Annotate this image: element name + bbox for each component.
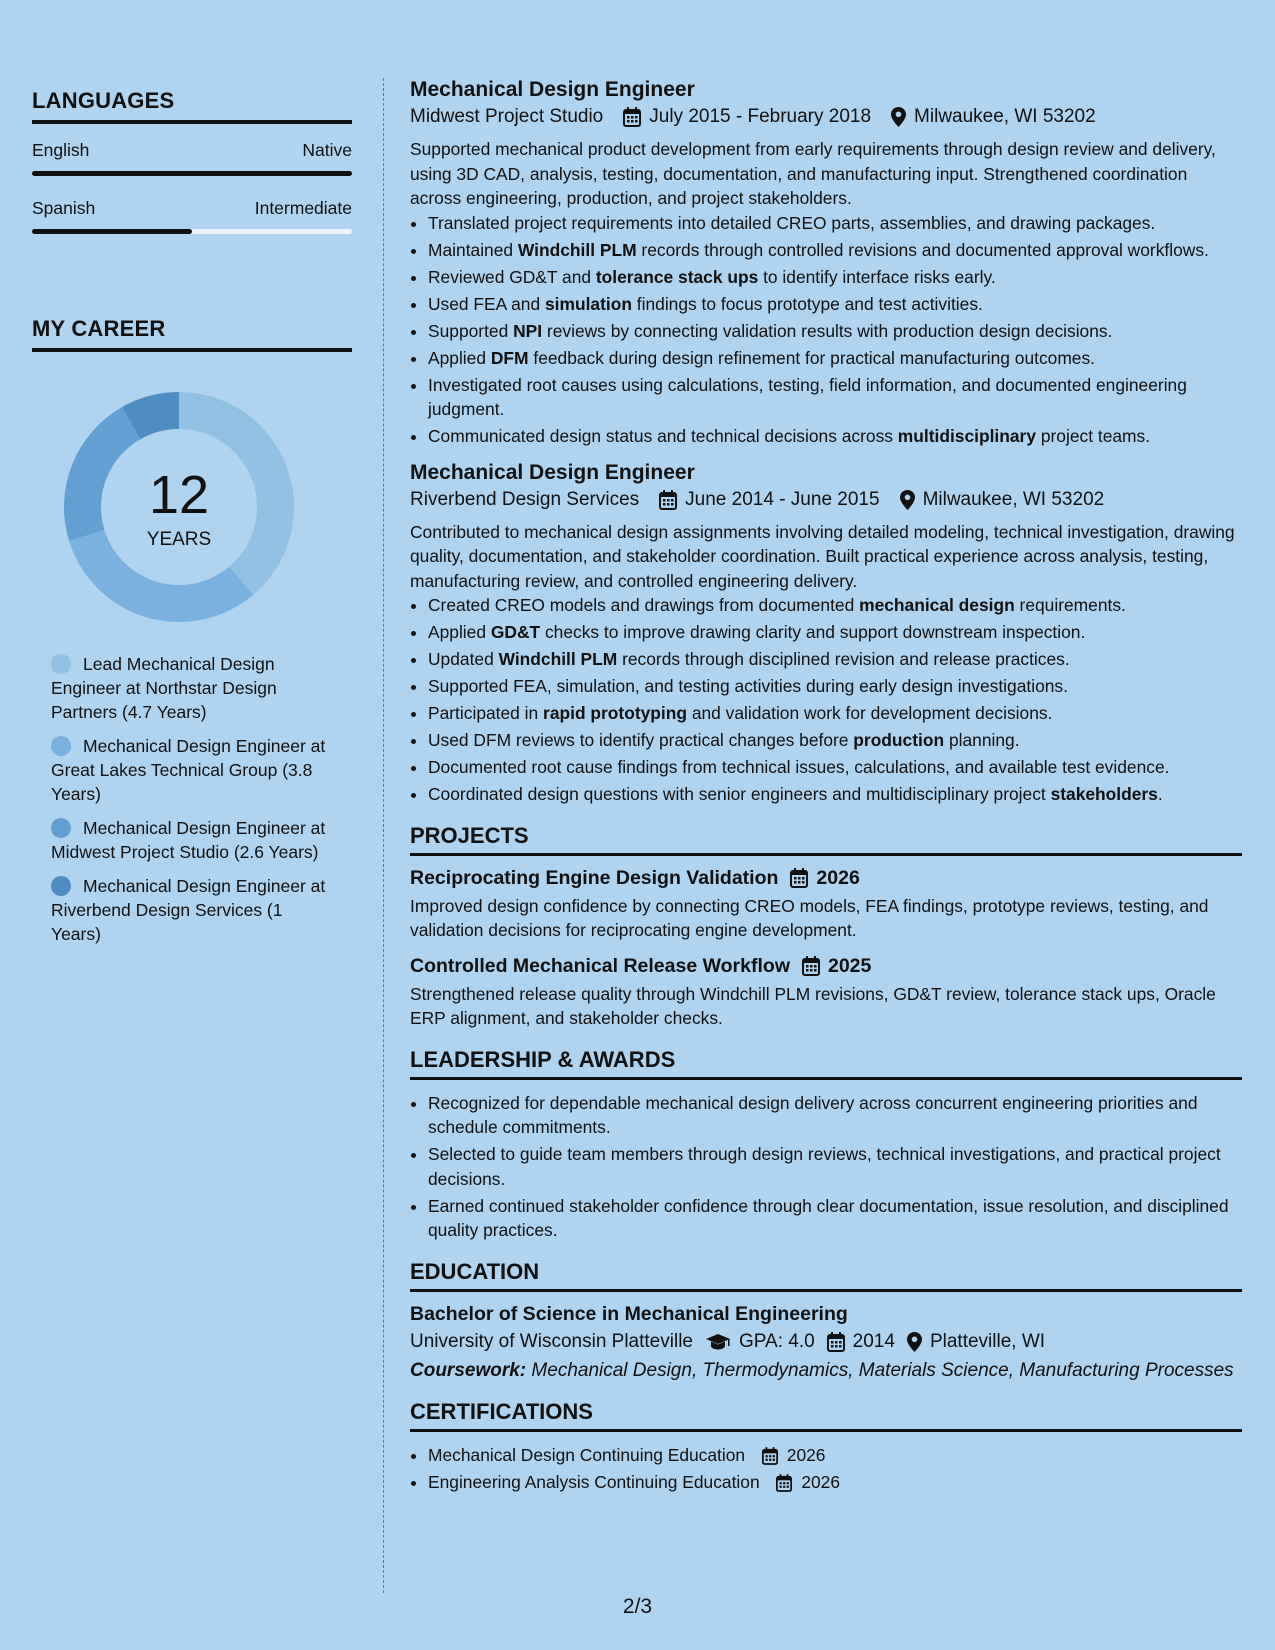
bullet-item bbox=[428, 755, 1242, 780]
bullet-bold-text: Windchill PLM bbox=[517, 239, 637, 260]
bullet-pre-text: Updated bbox=[428, 649, 499, 669]
bullet-bold-text: rapid prototyping bbox=[543, 703, 687, 723]
degree-title: Bachelor of Science in Mechanical Engineering bbox=[410, 1302, 848, 1325]
job-title: Mechanical Design Engineer bbox=[410, 460, 695, 484]
bullet-post-text: feedback during design refinement for practical manufacturing outcomes. bbox=[528, 347, 1096, 368]
job-location: Milwaukee, WI 53202 bbox=[922, 488, 1105, 510]
bullet-pre-text: Supported FEA, simulation, and testing activities during early design investigations. bbox=[428, 676, 1068, 696]
projects-heading: PROJECTS bbox=[410, 823, 1242, 856]
bullet-pre-text: Translated project requirements into detailed CREO parts, assemblies, and drawing packages. bbox=[428, 212, 1156, 233]
career-heading: MY CAREER bbox=[32, 316, 352, 352]
bullet-bold-text: Windchill PLM bbox=[498, 649, 618, 669]
certifications-heading: CERTIFICATIONS bbox=[410, 1399, 1242, 1432]
calendar-icon bbox=[762, 1447, 778, 1465]
career-legend bbox=[51, 652, 336, 946]
project-item bbox=[410, 955, 1242, 1031]
language-level: Native bbox=[302, 140, 352, 160]
language-proficiency-bar bbox=[32, 171, 352, 176]
legend-dot-icon bbox=[51, 876, 71, 896]
bullet-post-text: . bbox=[1157, 784, 1163, 804]
bullet-item bbox=[428, 292, 1242, 317]
bullet-pre-text: Maintained bbox=[428, 239, 518, 260]
bullet-bold-text: production bbox=[853, 730, 945, 750]
job-bullets bbox=[410, 593, 1242, 807]
bullet-item bbox=[428, 701, 1242, 726]
bullet-item bbox=[428, 647, 1242, 672]
project-title: Reciprocating Engine Design Validation bbox=[410, 866, 779, 889]
bullet-post-text: records through controlled revisions and documented approval workflows. bbox=[636, 239, 1209, 260]
gpa: GPA: 4.0 bbox=[738, 1330, 815, 1352]
sidebar bbox=[32, 88, 352, 956]
legend-dot-icon bbox=[51, 818, 71, 838]
graduation-cap-icon bbox=[705, 1333, 731, 1351]
bullet-bold-text: mechanical design bbox=[859, 595, 1015, 615]
coursework-label: Coursework: bbox=[410, 1359, 527, 1381]
school-name: University of Wisconsin Platteville bbox=[410, 1330, 693, 1352]
bullet-post-text: checks to improve drawing clarity and support downstream inspection. bbox=[540, 622, 1086, 642]
bullet-bold-text: NPI bbox=[513, 320, 543, 341]
legend-label: Mechanical Design Engineer at Riverbend Design Services (1 Years) bbox=[51, 876, 326, 944]
coursework-list: Mechanical Design, Thermodynamics, Materials Science, Manufacturing Processes bbox=[526, 1359, 1234, 1381]
bullet-post-text: and validation work for development decisions. bbox=[687, 703, 1053, 723]
legend-item bbox=[51, 734, 336, 806]
legend-label: Mechanical Design Engineer at Great Lakes Technical Group (3.8 Years) bbox=[51, 736, 326, 804]
bullet-pre-text: Used FEA and bbox=[428, 293, 545, 314]
project-description: Strengthened release quality through Windchill PLM revisions, GD&T review, tolerance stack ups, Oracle ERP alignment, and stakeholder checks. bbox=[410, 983, 1216, 1028]
bullet-post-text: findings to focus prototype and test activities. bbox=[631, 293, 983, 314]
bullet-post-text: to identify interface risks early. bbox=[758, 266, 996, 287]
certification-item bbox=[428, 1443, 1242, 1468]
job-entry bbox=[410, 78, 1242, 449]
bullet-bold-text: tolerance stack ups bbox=[595, 266, 759, 287]
calendar-icon bbox=[623, 107, 641, 127]
main-content bbox=[410, 78, 1242, 1497]
page-number: 2/3 bbox=[622, 1595, 653, 1618]
bullet-bold-text: multidisciplinary bbox=[897, 426, 1036, 446]
legend-label: Lead Mechanical Design Engineer at Northstar Design Partners (4.7 Years) bbox=[51, 654, 277, 722]
calendar-icon bbox=[827, 1332, 845, 1352]
bullet-pre-text: Created CREO models and drawings from documented bbox=[428, 595, 860, 615]
bullet-item bbox=[428, 620, 1242, 645]
list-item: • Recognized for dependable mechanical design delivery across concurrent engineering priorities and schedule commitments. bbox=[428, 1091, 1242, 1140]
bullet-item bbox=[428, 674, 1242, 699]
location-pin-icon bbox=[907, 1332, 922, 1352]
bullet-item bbox=[428, 373, 1242, 422]
education-meta bbox=[410, 1331, 1242, 1353]
bullet-item bbox=[428, 728, 1242, 753]
calendar-icon bbox=[659, 490, 677, 510]
project-title: Controlled Mechanical Release Workflow bbox=[410, 954, 790, 977]
job-meta bbox=[410, 489, 1242, 511]
bullet-item bbox=[428, 782, 1242, 807]
bullet-pre-text: Communicated design status and technical decisions across bbox=[428, 426, 898, 446]
coursework bbox=[410, 1359, 1242, 1384]
legend-item bbox=[51, 874, 336, 946]
bullet-post-text: reviews by connecting validation results with production design decisions. bbox=[542, 320, 1113, 341]
job-title: Mechanical Design Engineer bbox=[410, 78, 695, 101]
certification-name: Mechanical Design Continuing Education bbox=[428, 1445, 746, 1465]
legend-label: Mechanical Design Engineer at Midwest Project Studio (2.6 Years) bbox=[51, 818, 326, 862]
certification-item bbox=[428, 1470, 1242, 1495]
job-summary: Contributed to mechanical design assignments involving detailed modeling, technical investigation, drawing quality, documentation, and stakeholder coordination. Built practical experience across analysis, testing, manufacturing review, and controlled engineering delivery. bbox=[410, 521, 1235, 591]
certification-year: 2026 bbox=[786, 1445, 826, 1465]
bullet-pre-text: Documented root cause findings from technical issues, calculations, and available test evidence. bbox=[428, 757, 1170, 777]
career-years-label: YEARS bbox=[146, 529, 212, 550]
bullet-pre-text: Investigated root causes using calculations, testing, field information, and documented engineering judgment. bbox=[428, 374, 1187, 419]
job-bullets bbox=[410, 211, 1242, 449]
column-divider bbox=[383, 78, 384, 1593]
leadership-list bbox=[410, 1091, 1242, 1243]
project-item bbox=[410, 867, 1242, 943]
career-total-years: 12 bbox=[148, 465, 210, 525]
project-year: 2025 bbox=[827, 954, 872, 977]
job-entry bbox=[410, 461, 1242, 807]
bullet-item bbox=[428, 265, 1242, 290]
leadership-heading: LEADERSHIP & AWARDS bbox=[410, 1047, 1242, 1080]
location-pin-icon bbox=[891, 107, 906, 127]
bullet-item bbox=[428, 593, 1242, 618]
bullet-pre-text: Coordinated design questions with senior engineers and multidisciplinary project bbox=[428, 784, 1051, 804]
language-level: Intermediate bbox=[254, 198, 352, 218]
location-pin-icon bbox=[900, 490, 915, 510]
bullet-item bbox=[428, 211, 1242, 236]
bullet-post-text: planning. bbox=[944, 730, 1020, 750]
language-item bbox=[32, 198, 352, 234]
legend-dot-icon bbox=[51, 654, 71, 674]
graduation-year: 2014 bbox=[852, 1330, 895, 1352]
bullet-bold-text: GD&T bbox=[490, 622, 541, 642]
project-description: Improved design confidence by connecting CREO models, FEA findings, prototype reviews, testing, and validation decisions for reciprocating engine development. bbox=[410, 895, 1209, 940]
bullet-item bbox=[428, 319, 1242, 344]
school-location: Platteville, WI bbox=[929, 1330, 1046, 1352]
bullet-pre-text: Participated in bbox=[428, 703, 544, 723]
project-year: 2026 bbox=[816, 866, 860, 889]
language-name: English bbox=[32, 140, 90, 160]
certification-year: 2026 bbox=[801, 1472, 840, 1492]
bullet-item bbox=[428, 346, 1242, 371]
job-company: Midwest Project Studio bbox=[410, 106, 604, 127]
calendar-icon bbox=[802, 956, 820, 976]
bullet-pre-text: Applied bbox=[428, 347, 491, 368]
bullet-pre-text: Used DFM reviews to identify practical changes before bbox=[428, 730, 854, 750]
bullet-pre-text: Supported bbox=[428, 320, 514, 341]
legend-dot-icon bbox=[51, 736, 71, 756]
certification-name: Engineering Analysis Continuing Education bbox=[428, 1472, 760, 1492]
bullet-post-text: requirements. bbox=[1014, 595, 1126, 615]
language-item bbox=[32, 140, 352, 176]
bullet-pre-text: Reviewed GD&T and bbox=[428, 266, 596, 287]
job-summary: Supported mechanical product development from early requirements through design review and delivery, using 3D CAD, analysis, testing, documentation, and manufacturing input. Strengthened coordination across engineering, production, and project stakeholders. bbox=[410, 139, 1216, 208]
language-proficiency-bar bbox=[32, 229, 352, 234]
legend-item bbox=[51, 816, 336, 864]
bullet-bold-text: stakeholders bbox=[1050, 784, 1158, 804]
certifications-list bbox=[410, 1443, 1242, 1495]
education-heading: EDUCATION bbox=[410, 1259, 1242, 1292]
bullet-post-text: records through disciplined revision and release practices. bbox=[617, 649, 1070, 669]
list-item: • Selected to guide team members through design reviews, technical investigations, and practical project decisions. bbox=[428, 1142, 1242, 1191]
language-name: Spanish bbox=[32, 198, 96, 218]
calendar-icon bbox=[790, 868, 808, 888]
job-dates: July 2015 - February 2018 bbox=[649, 106, 872, 127]
bullet-item bbox=[428, 424, 1242, 449]
list-item: • Earned continued stakeholder confidence through clear documentation, issue resolution, and disciplined quality practices. bbox=[428, 1194, 1242, 1243]
job-location: Milwaukee, WI 53202 bbox=[914, 106, 1096, 127]
legend-item bbox=[51, 652, 336, 724]
languages-heading: LANGUAGES bbox=[32, 88, 352, 124]
bullet-post-text: project teams. bbox=[1036, 426, 1151, 446]
bullet-item bbox=[428, 238, 1242, 263]
bullet-pre-text: Applied bbox=[428, 622, 491, 642]
bullet-bold-text: simulation bbox=[544, 293, 632, 314]
job-company: Riverbend Design Services bbox=[410, 488, 640, 510]
job-meta bbox=[410, 106, 1242, 128]
bullet-bold-text: DFM bbox=[490, 347, 529, 368]
career-donut-chart bbox=[64, 392, 294, 622]
job-dates: June 2014 - June 2015 bbox=[685, 488, 880, 510]
calendar-icon bbox=[776, 1474, 792, 1492]
